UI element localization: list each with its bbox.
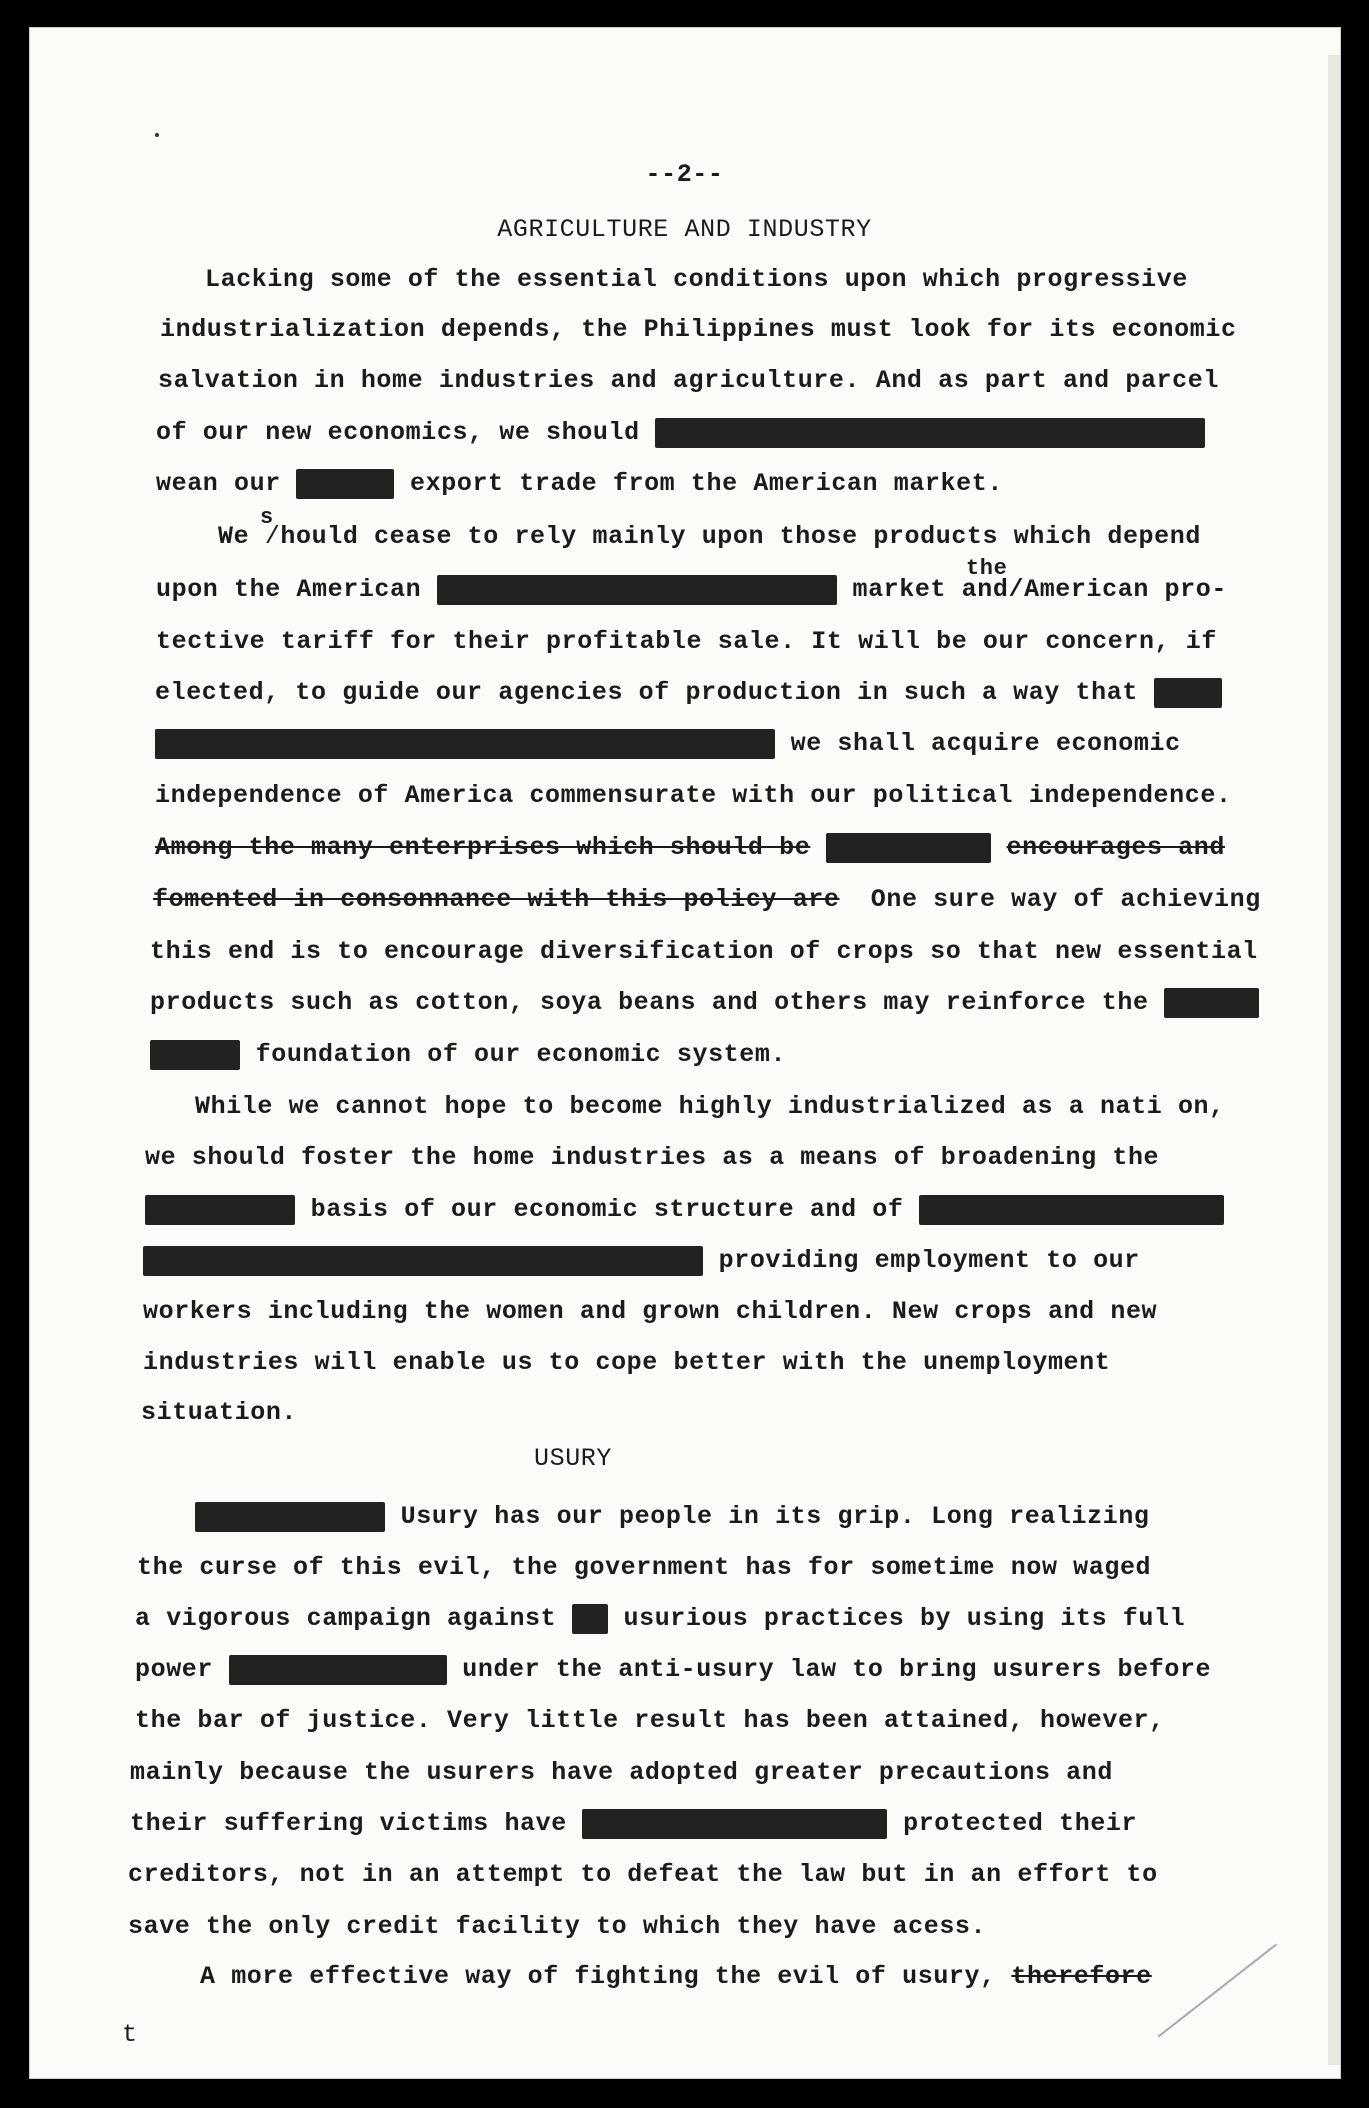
paragraph-line: we should foster the home industries as a means of broadening the xyxy=(145,1143,1160,1172)
xed-out-text: x xyxy=(195,1502,385,1532)
xed-out-text: x xyxy=(437,575,837,605)
xed-out-text: x xyxy=(145,1195,295,1225)
xed-out-text: x xyxy=(155,729,775,759)
paragraph-line xyxy=(155,833,1225,863)
footer-mark: t xyxy=(122,2020,138,2049)
paragraph-line: mainly because the usurers have adopted greater precautions and xyxy=(130,1758,1113,1787)
paragraph-line xyxy=(153,885,1261,915)
text-run: elected, to guide our agencies of production in such a way that xyxy=(155,678,1138,707)
xed-out-text: x xyxy=(1164,988,1259,1018)
paragraph-line xyxy=(150,988,1259,1018)
text-run: market and/American pro- xyxy=(852,575,1227,604)
struck-text: fomented in consonnance with this policy are xyxy=(153,885,840,914)
xed-out-text: x xyxy=(296,469,394,499)
text-run: basis of our economic structure and of xyxy=(310,1195,904,1224)
text-run: wean our xyxy=(156,469,281,498)
xed-out-text: x xyxy=(655,418,1205,448)
section-title-agriculture: AGRICULTURE AND INDUSTRY xyxy=(497,215,872,244)
xed-out-text: x xyxy=(919,1195,1224,1225)
text-run: of our new economics, we should xyxy=(156,418,640,447)
paragraph-line xyxy=(156,418,1205,448)
text-run: A more effective way of fighting the evil of usury, xyxy=(200,1962,996,1991)
paragraph-line: tective tariff for their profitable sale. It will be our concern, if xyxy=(156,627,1217,656)
struck-text: encourages and xyxy=(1006,833,1225,862)
text-run: foundation of our economic system. xyxy=(255,1040,787,1069)
text-run: We xyxy=(218,522,265,551)
paragraph-line xyxy=(195,1502,1150,1532)
text-run: their suffering victims have xyxy=(130,1809,567,1838)
xed-out-text: x xyxy=(572,1604,608,1634)
paragraph-line: creditors, not in an attempt to defeat the law but in an effort to xyxy=(128,1860,1158,1889)
paragraph-line: this end is to encourage diversification of crops so that new essential xyxy=(150,937,1258,966)
paragraph-line: independence of America commensurate with our political independence. xyxy=(155,781,1232,810)
paragraph-line xyxy=(150,1040,786,1070)
handwritten-insert: s xyxy=(260,505,274,530)
section-title-usury: USURY xyxy=(534,1444,613,1473)
xed-out-text: x xyxy=(150,1040,240,1070)
paragraph-line: workers including the women and grown children. New crops and new xyxy=(143,1297,1158,1326)
paragraph-line xyxy=(130,1809,1137,1839)
paragraph-line: the bar of justice. Very little result has been attained, however, xyxy=(135,1706,1165,1735)
text-run: a vigorous campaign against xyxy=(135,1604,557,1633)
paragraph-line xyxy=(135,1604,1185,1634)
paragraph-line: While we cannot hope to become highly industrialized as a nati on, xyxy=(195,1092,1225,1121)
text-run: we shall acquire economic xyxy=(790,729,1181,758)
paragraph-line xyxy=(135,1655,1211,1685)
paragraph-line xyxy=(155,678,1222,708)
text-run: One sure way of achieving xyxy=(870,885,1261,914)
text-run: usurious practices by using its full xyxy=(623,1604,1186,1633)
paragraph-line xyxy=(200,1962,1152,1992)
xed-out-text: x xyxy=(143,1246,703,1276)
xed-out-text: x xyxy=(1154,678,1222,708)
text-run: power xyxy=(135,1655,214,1684)
text-run: products such as cotton, soya beans and others may reinforce the xyxy=(150,988,1149,1017)
text-run: protected their xyxy=(903,1809,1138,1838)
paragraph-line xyxy=(156,469,1003,499)
text-run: hould cease to rely mainly upon those products which depend xyxy=(280,522,1201,551)
paragraph-line: salvation in home industries and agriculture. And as part and parcel xyxy=(158,366,1219,395)
page-number: --2-- xyxy=(645,160,724,189)
xed-out-text: x xyxy=(582,1809,887,1839)
paragraph-line xyxy=(145,1195,1224,1225)
text-run: export trade from the American market. xyxy=(410,469,1003,498)
paragraph-line: industries will enable us to cope better with the unemployment xyxy=(143,1348,1111,1377)
paragraph-line: Lacking some of the essential conditions upon which progressive xyxy=(205,265,1188,294)
paragraph-line: save the only credit facility to which they have acess. xyxy=(128,1912,987,1941)
paragraph-line xyxy=(156,575,1227,605)
paragraph-line: industrialization depends, the Philippines must look for its economic xyxy=(160,315,1237,344)
struck-text: Among the many enterprises which should be xyxy=(155,833,811,862)
text-run: upon the American xyxy=(156,575,422,604)
text-run: under the anti-usury law to bring usurers before xyxy=(462,1655,1212,1684)
paragraph-line: the curse of this evil, the government has for sometime now waged xyxy=(137,1553,1152,1582)
paragraph-line xyxy=(143,1246,1140,1276)
xed-out-text: x xyxy=(229,1655,447,1685)
paragraph-line: situation. xyxy=(141,1398,298,1427)
paragraph-line xyxy=(218,522,1201,552)
handwritten-insert: the xyxy=(966,556,1008,581)
paragraph-line xyxy=(155,729,1181,759)
text-run: providing employment to our xyxy=(718,1246,1140,1275)
insert-caret: / xyxy=(264,522,281,551)
struck-text: therefore xyxy=(1011,1962,1152,1991)
text-run: Usury has our people in its grip. Long realizing xyxy=(400,1502,1150,1531)
xed-out-text: x xyxy=(826,833,991,863)
